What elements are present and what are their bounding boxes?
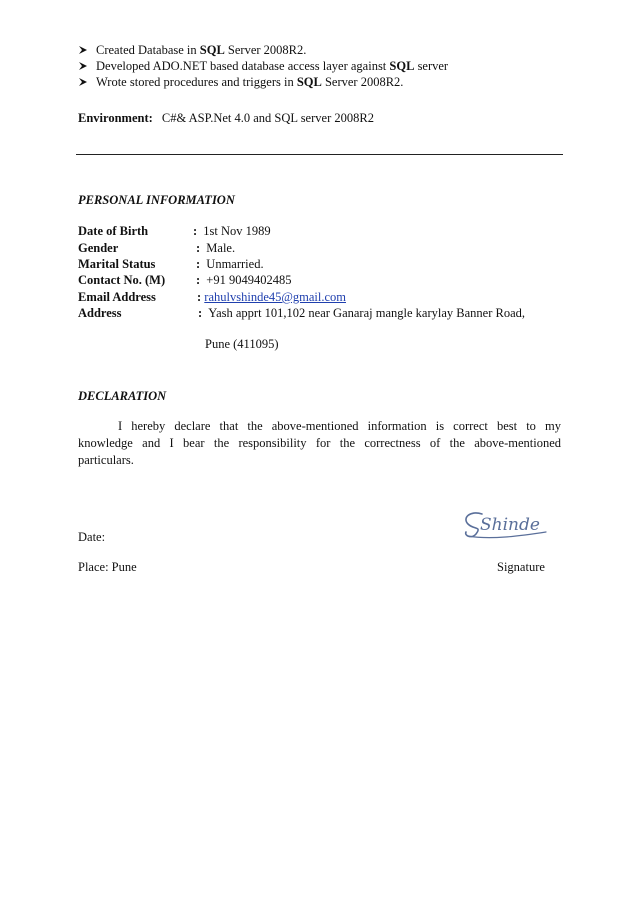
place-line: Place: Pune bbox=[78, 560, 137, 574]
signature-script: Shinde bbox=[480, 515, 540, 535]
personal-info-title: PERSONAL INFORMATION bbox=[78, 193, 235, 207]
signature-image bbox=[460, 506, 552, 542]
arrow-bullet-icon bbox=[78, 77, 88, 87]
marital-status-value-row: : Unmarried. bbox=[196, 257, 264, 271]
address-label: Address bbox=[78, 306, 122, 320]
arrow-bullet-icon bbox=[78, 45, 88, 55]
declaration-title: DECLARATION bbox=[78, 389, 167, 403]
bullet-text: Created Database in SQL Server 2008R2. bbox=[96, 43, 307, 57]
environment-value: C#& ASP.Net 4.0 and SQL server 2008R2 bbox=[161, 111, 374, 125]
dob-value-row: : 1st Nov 1989 bbox=[193, 224, 271, 238]
contact-label: Contact No. (M) bbox=[78, 273, 166, 287]
environment-label: Environment: bbox=[78, 111, 153, 125]
bullet-text: Developed ADO.NET based database access layer against SQL server bbox=[96, 59, 449, 73]
dob-value: 1st Nov 1989 bbox=[203, 224, 271, 238]
gender-label: Gender bbox=[78, 241, 119, 255]
email-label: Email Address bbox=[78, 290, 156, 304]
marital-status-label: Marital Status bbox=[78, 257, 156, 271]
declaration-line-2: knowledge and I bear the responsibility for the correctness of the above-mentioned bbox=[78, 436, 561, 450]
declaration-line-3: particulars. bbox=[78, 453, 134, 467]
email-link[interactable]: rahulvshinde45@gmail.com bbox=[204, 290, 346, 304]
declaration-line-1: I hereby declare that the above-mentioned information is correct best to my bbox=[118, 419, 561, 433]
section-divider bbox=[76, 154, 563, 155]
address-value-row: : Yash apprt 101,102 near Ganaraj mangle karylay Banner Road, bbox=[198, 306, 525, 320]
email-value-row: : rahulvshinde45@gmail.com bbox=[197, 290, 346, 304]
address-line-2: Pune (411095) bbox=[205, 337, 279, 351]
gender-value-row: : Male. bbox=[196, 241, 236, 255]
dob-label: Date of Birth bbox=[78, 224, 149, 238]
marital-status-value: Unmarried. bbox=[206, 257, 264, 271]
date-label: Date: bbox=[78, 530, 106, 544]
bullet-text: Wrote stored procedures and triggers in SQL Server 2008R2. bbox=[96, 75, 404, 89]
address-value: Yash apprt 101,102 near Ganaraj mangle karylay Banner Road, bbox=[208, 306, 525, 320]
environment-line bbox=[78, 111, 374, 126]
signature-label: Signature bbox=[497, 560, 545, 574]
gender-value: Male. bbox=[206, 241, 236, 255]
arrow-bullet-icon bbox=[78, 61, 88, 71]
contact-value: +91 9049402485 bbox=[206, 273, 292, 287]
contact-value-row: : +91 9049402485 bbox=[196, 273, 292, 287]
